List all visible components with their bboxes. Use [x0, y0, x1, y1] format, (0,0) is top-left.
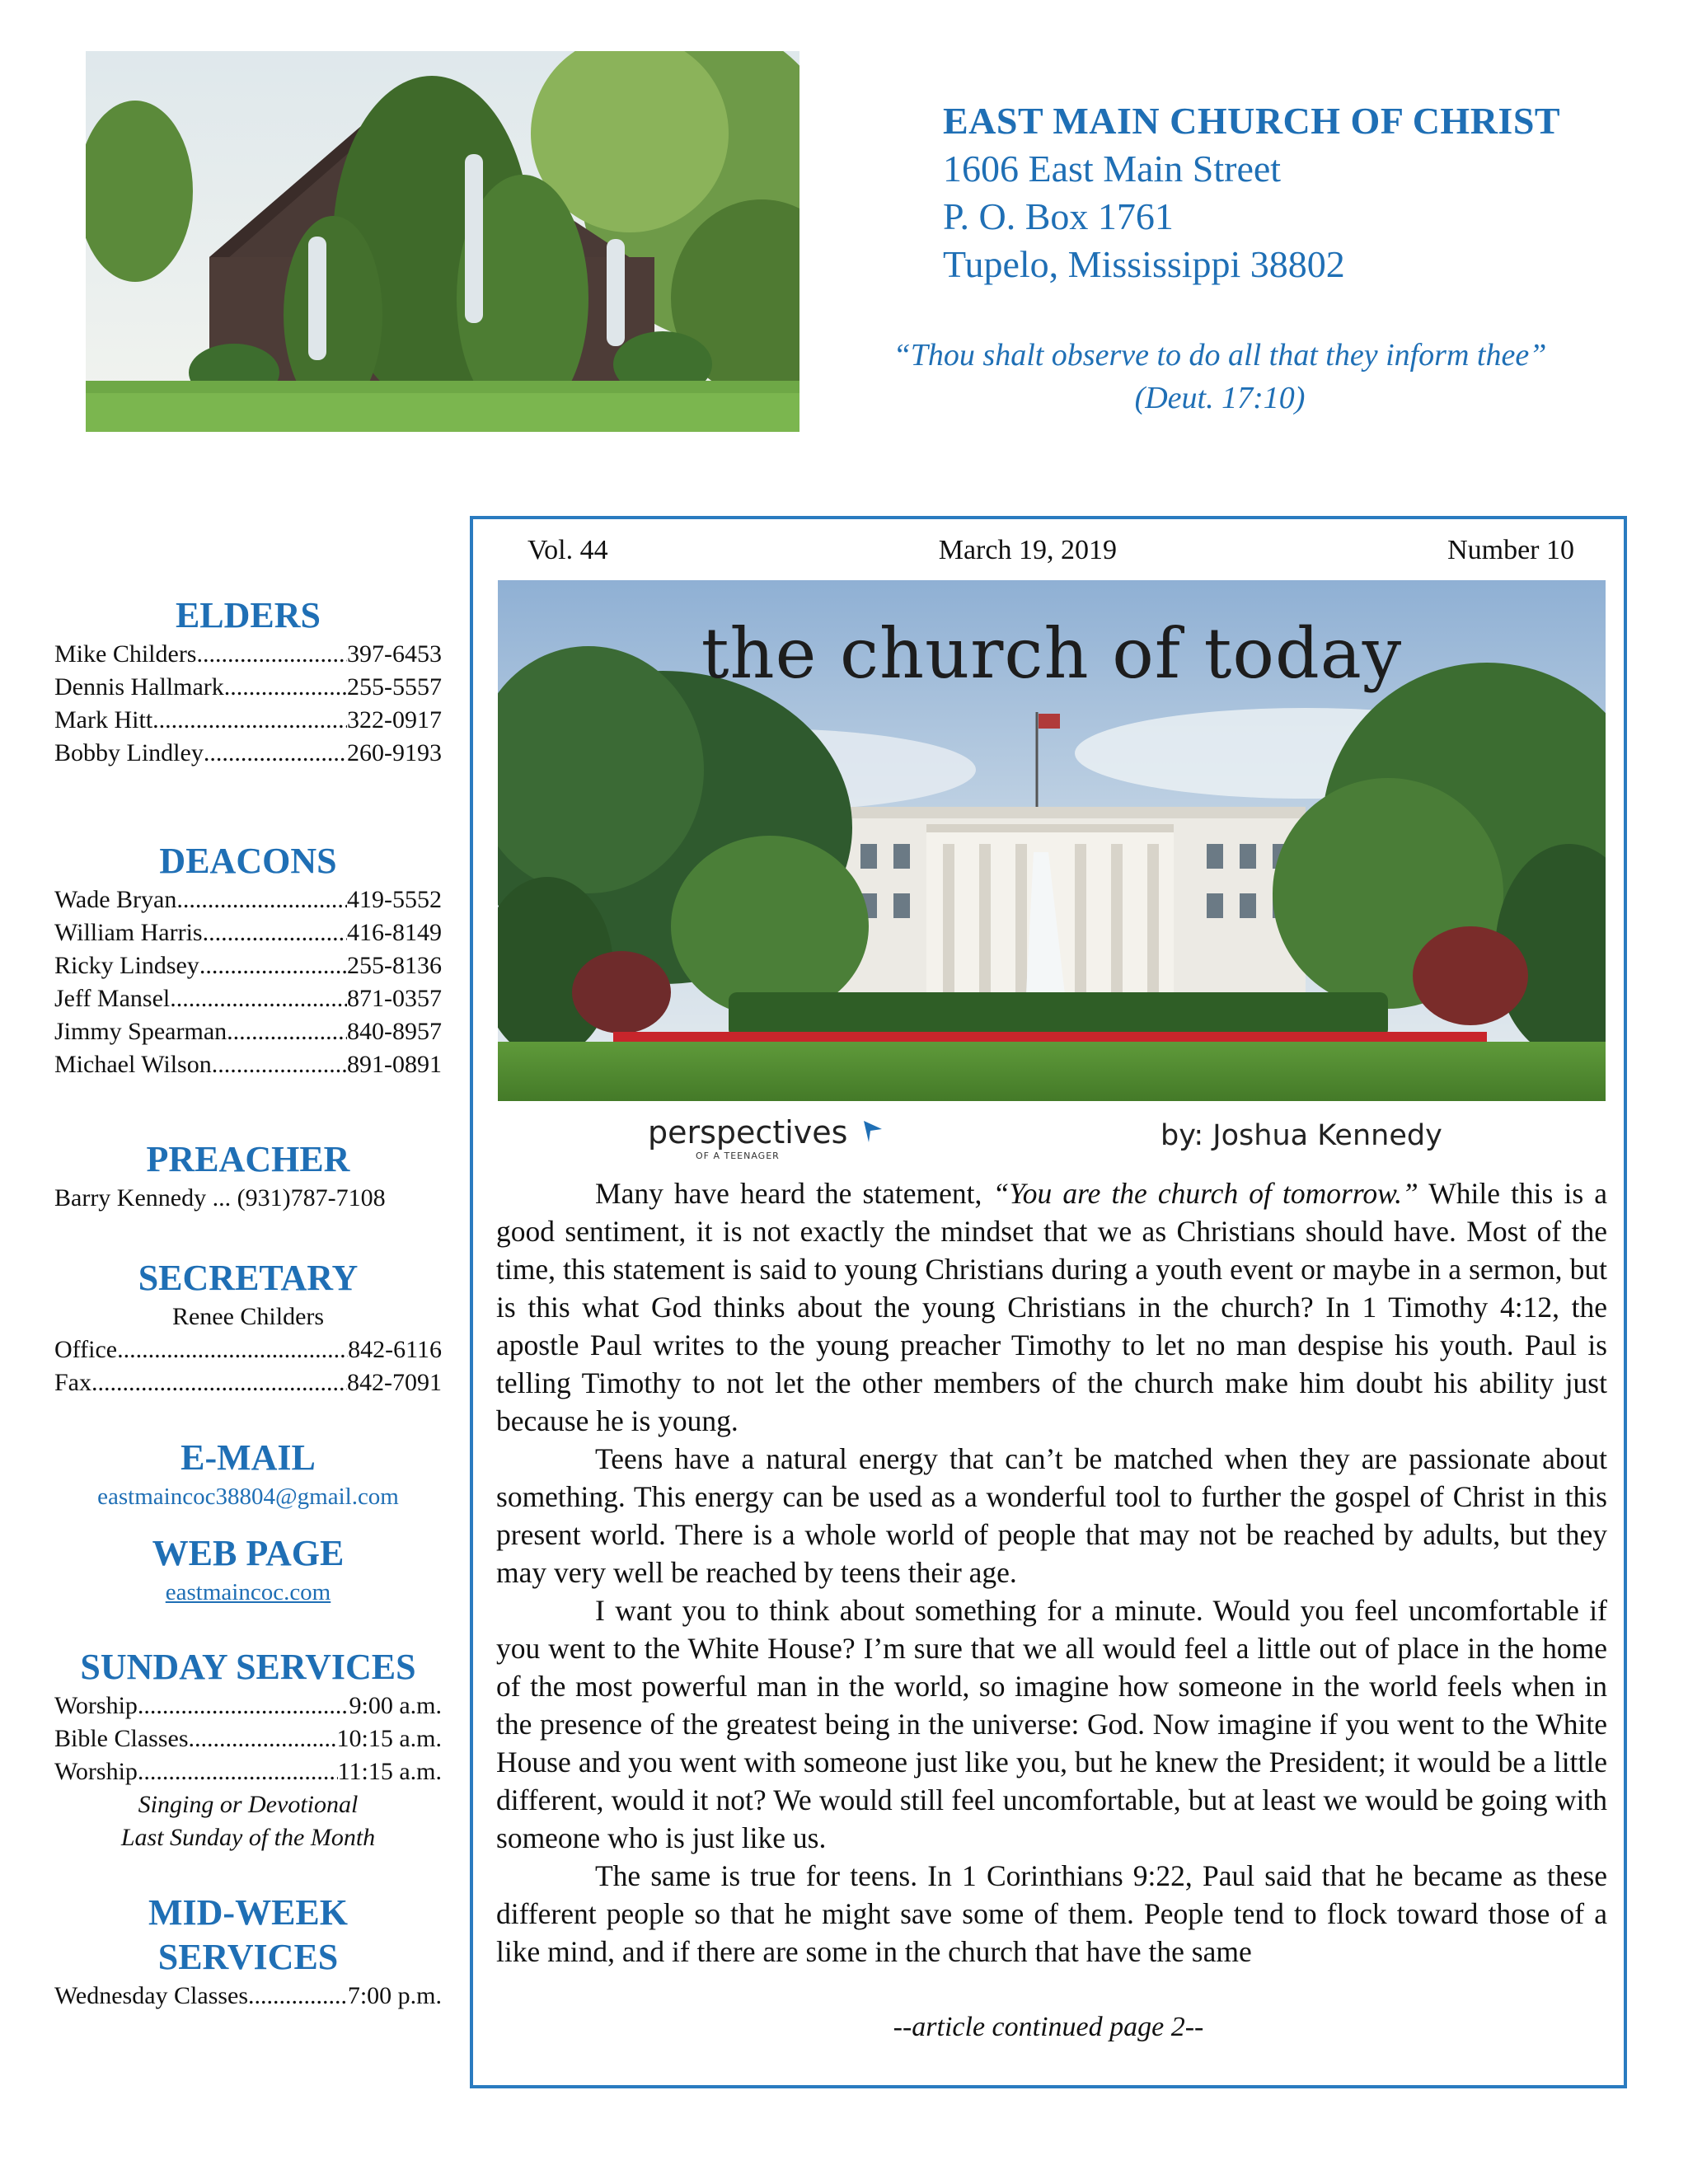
sidebar [54, 593, 442, 2013]
article-byline: by: Joshua Kennedy [1160, 1119, 1442, 1152]
list-item: Wednesday Classes ..... 7:00 p.m. [54, 1980, 442, 2013]
list-item: Worship ..... 11:15 a.m. [54, 1755, 442, 1788]
sunday-services-heading: SUNDAY SERVICES [80, 1647, 416, 1687]
list-item: Dennis Hallmark ..... 255-5557 [54, 671, 442, 704]
article-paragraph: I want you to think about something for a minute. Would you feel uncomfortable if you went to the White House? I’m sure that we all would feel a little out of place in the home of the most powerful man in the world, so imagine how someone in the world feels when in the presence of the greatest being in the universe: God. Now imagine if you went to the White House and you went with someone just like you, but he knew the President; it would be a little different, would it not? We would still feel uncomfortable, but at least we would be going with someone who is just like us. [496, 1594, 1607, 1854]
elders-heading: ELDERS [175, 595, 321, 635]
list-item: Bible Classes ..... 10:15 a.m. [54, 1722, 442, 1755]
list-item: Mike Childers ..... 397-6453 [54, 638, 442, 671]
list-item: Bobby Lindley ..... 260-9193 [54, 737, 442, 770]
secretary-name: Renee Childers [171, 1303, 325, 1330]
address-city: Tupelo, Mississippi 38802 [943, 243, 1345, 285]
church-header [857, 97, 1615, 288]
list-item: Wade Bryan ..... 419-5552 [54, 883, 442, 916]
address-po-box: P. O. Box 1761 [943, 195, 1174, 237]
bulletin-frame [470, 516, 1627, 2088]
perspectives-logo: perspectives [648, 1114, 848, 1151]
list-item: Worship ..... 9:00 a.m. [54, 1690, 442, 1722]
motto-reference: (Deut. 17:10) [1134, 381, 1306, 415]
list-item: Ricky Lindsey ..... 255-8136 [54, 949, 442, 982]
article-paragraph: Teens have a natural energy that can’t be matched when they are passionate about something. This energy can be used as a wonderful tool to further the gospel of Christ in this present world. There is a whole world of people that may not be reached by adults, but they may very well be reached by teens their age. [496, 1442, 1607, 1589]
byline-row [498, 1109, 1606, 1167]
deacons-heading: DEACONS [159, 841, 337, 881]
motto-quote: “Thou shalt observe to do all that they inform thee” [893, 338, 1547, 373]
article-paragraph: The same is true for teens. In 1 Corinthians 9:22, Paul said that he became as these different people so that he might save some of them. People tend to flock toward those of a like mind, and if there are some in the church that have the same [496, 1859, 1607, 1968]
preacher-heading: PREACHER [146, 1139, 350, 1179]
article-banner-image [498, 580, 1606, 1101]
logo-arrow-icon [862, 1118, 884, 1150]
email-link[interactable]: eastmaincoc38804@gmail.com [97, 1483, 399, 1510]
perspectives-subtitle: OF A TEENAGER [696, 1151, 780, 1161]
article-continued: --article continued page 2-- [893, 2012, 1204, 2042]
issue-bar [528, 532, 1574, 569]
list-item: Mark Hitt ..... 322-0917 [54, 704, 442, 737]
midweek-heading: MID-WEEK [148, 1892, 348, 1933]
preacher-contact: Barry Kennedy ... (931)787-7108 [54, 1184, 386, 1212]
issue-date: March 19, 2019 [938, 535, 1117, 565]
email-heading: E-MAIL [181, 1437, 316, 1478]
list-item: Michael Wilson ..... 891-0891 [54, 1048, 442, 1081]
church-building-photo [86, 51, 799, 432]
sunday-note-2: Last Sunday of the Month [120, 1824, 376, 1851]
article-paragraph: Many have heard the statement, “You are the church of tomorrow.” While this is a good sentiment, it is not exactly the mindset that we as Christians should have. Most of the time, this statement is said to young Christians during a youth event or maybe in a sermon, but is this what God thinks about the young Christians in the church? In 1 Timothy 4:12, the apostle Paul writes to the young preacher Timothy to let no man despise his youth. Paul is telling Timothy to not let the other members of the church make him doubt his ability just because he is young. [496, 1177, 1608, 1437]
address-street: 1606 East Main Street [943, 148, 1282, 190]
motto [824, 334, 1615, 419]
web-page-heading: WEB PAGE [152, 1533, 345, 1573]
list-item: Jeff Mansel ..... 871-0357 [54, 982, 442, 1015]
article-body [496, 1174, 1607, 1971]
article-title: the church of today [701, 613, 1403, 694]
secretary-heading: SECRETARY [138, 1258, 359, 1298]
sunday-note-1: Singing or Devotional [138, 1791, 359, 1818]
list-item: William Harris ..... 416-8149 [54, 916, 442, 949]
church-name: EAST MAIN CHURCH OF CHRIST [943, 100, 1561, 142]
elders-list [54, 638, 442, 770]
issue-volume: Vol. 44 [528, 535, 608, 565]
midweek-heading-2: SERVICES [157, 1937, 339, 1977]
list-item: Office ..... 842-6116 [54, 1333, 442, 1366]
list-item: Fax ..... 842-7091 [54, 1366, 442, 1399]
web-page-link[interactable]: eastmaincoc.com [165, 1579, 331, 1605]
deacons-list [54, 883, 442, 1081]
issue-number: Number 10 [1447, 535, 1574, 565]
list-item: Jimmy Spearman ..... 840-8957 [54, 1015, 442, 1048]
